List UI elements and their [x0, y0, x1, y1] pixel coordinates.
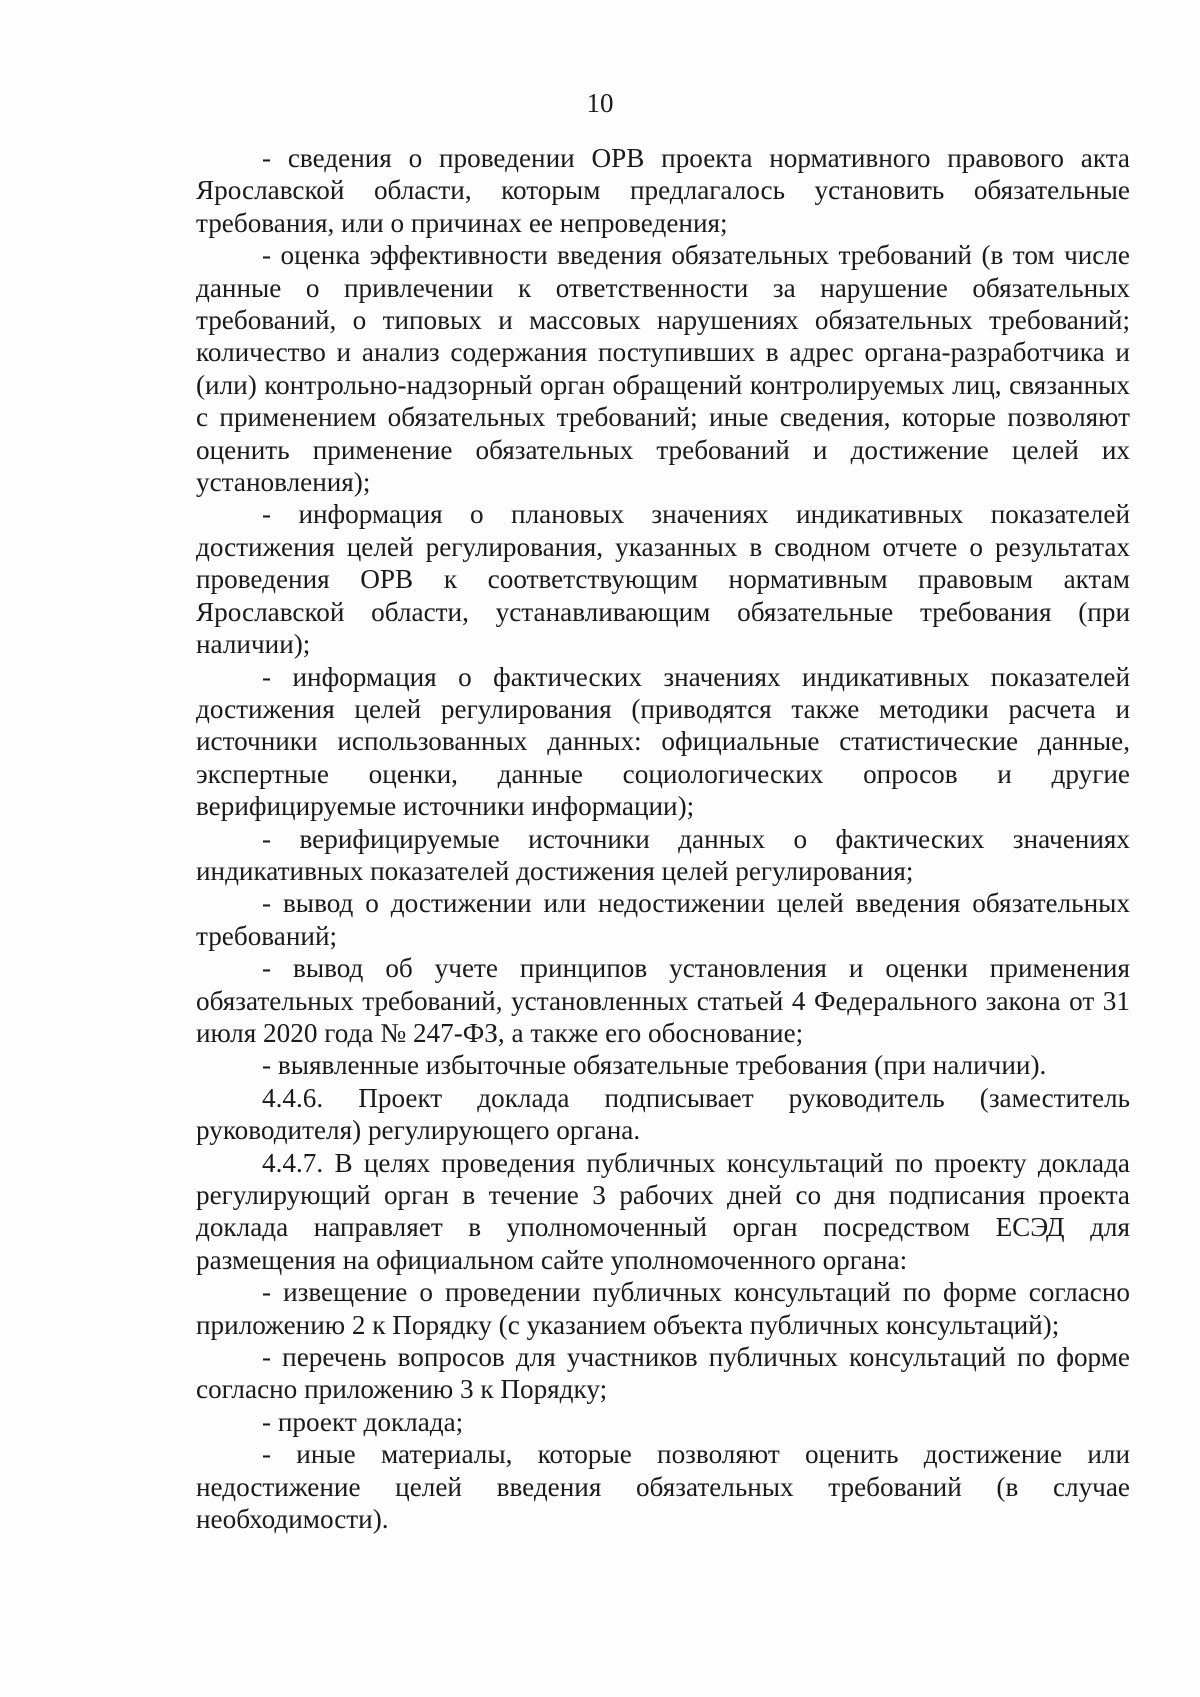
- paragraph-question-list: - перечень вопросов для участников публичных консультаций по форме согласно приложению 3 к Порядку;: [196, 1342, 1130, 1405]
- paragraph-notice: - извещение о проведении публичных консультаций по форме согласно приложению 2 к Порядку (с указанием объекта публичных консультаций);: [196, 1277, 1130, 1340]
- paragraph-verifiable-sources: - верифицируемые источники данных о фактических значениях индикативных показателей достижения целей регулирования;: [196, 823, 1130, 886]
- paragraph-orv-info: - сведения о проведении ОРВ проекта нормативного правового акта Ярославской области, которым предлагалось установить обязательные требования, или о причинах ее непроведения;: [196, 143, 1130, 238]
- paragraph-principles-conclusion: - вывод об учете принципов установления и оценки применения обязательных требований, установленных статьей 4 Федерального закона от 31 июля 2020 года № 247-ФЗ, а также его обоснование;: [196, 953, 1130, 1048]
- paragraph-planned-indicators: - информация о плановых значениях индикативных показателей достижения целей регулирования, указанных в сводном отчете о результатах проведения ОРВ к соответствующим нормативным правовым актам Ярославской области, устанавливающим обязательные требования (при наличии);: [196, 499, 1130, 660]
- paragraph-excessive-requirements: - выявленные избыточные обязательные требования (при наличии).: [262, 1050, 1047, 1081]
- paragraph-other-materials: - иные материалы, которые позволяют оценить достижение или недостижение целей введения обязательных требований (в случае необходимости).: [196, 1439, 1130, 1535]
- paragraph-4-4-6: 4.4.6. Проект доклада подписывает руководитель (заместитель руководителя) регулирующего органа.: [196, 1082, 1130, 1146]
- paragraph-efficiency-assessment: - оценка эффективности введения обязательных требований (в том числе данные о привлечении к ответственности за нарушение обязательных требований, о типовых и массовых нарушениях обязательных требований; количество и анализ содержания поступивших в адрес органа-разработчика и (или) контрольно-надзорный орган обращений контролируемых лиц, связанных с применением обязательных требований; иные сведения, которые позволяют оценить применение обязательных требований и достижение целей их установления);: [196, 240, 1130, 498]
- paragraph-4-4-7: 4.4.7. В целях проведения публичных консультаций по проекту доклада регулирующий орган в течение 3 рабочих дней со дня подписания проекта доклада направляет в уполномоченный орган посредством ЕСЭД для размещения на официальном сайте уполномоченного органа:: [196, 1147, 1130, 1275]
- paragraph-goal-conclusion: - вывод о достижении или недостижении целей введения обязательных требований;: [196, 888, 1130, 951]
- page-number: 10: [586, 88, 614, 118]
- paragraph-draft-report: - проект доклада;: [262, 1406, 464, 1437]
- paragraph-actual-indicators: - информация о фактических значениях индикативных показателей достижения целей регулирования (приводятся также методики расчета и источники использованных данных: официальные статистические данные, экспертные оценки, данные социологических опросов и другие верифицируемые источники информации);: [196, 661, 1130, 822]
- document-body: [196, 142, 1130, 1535]
